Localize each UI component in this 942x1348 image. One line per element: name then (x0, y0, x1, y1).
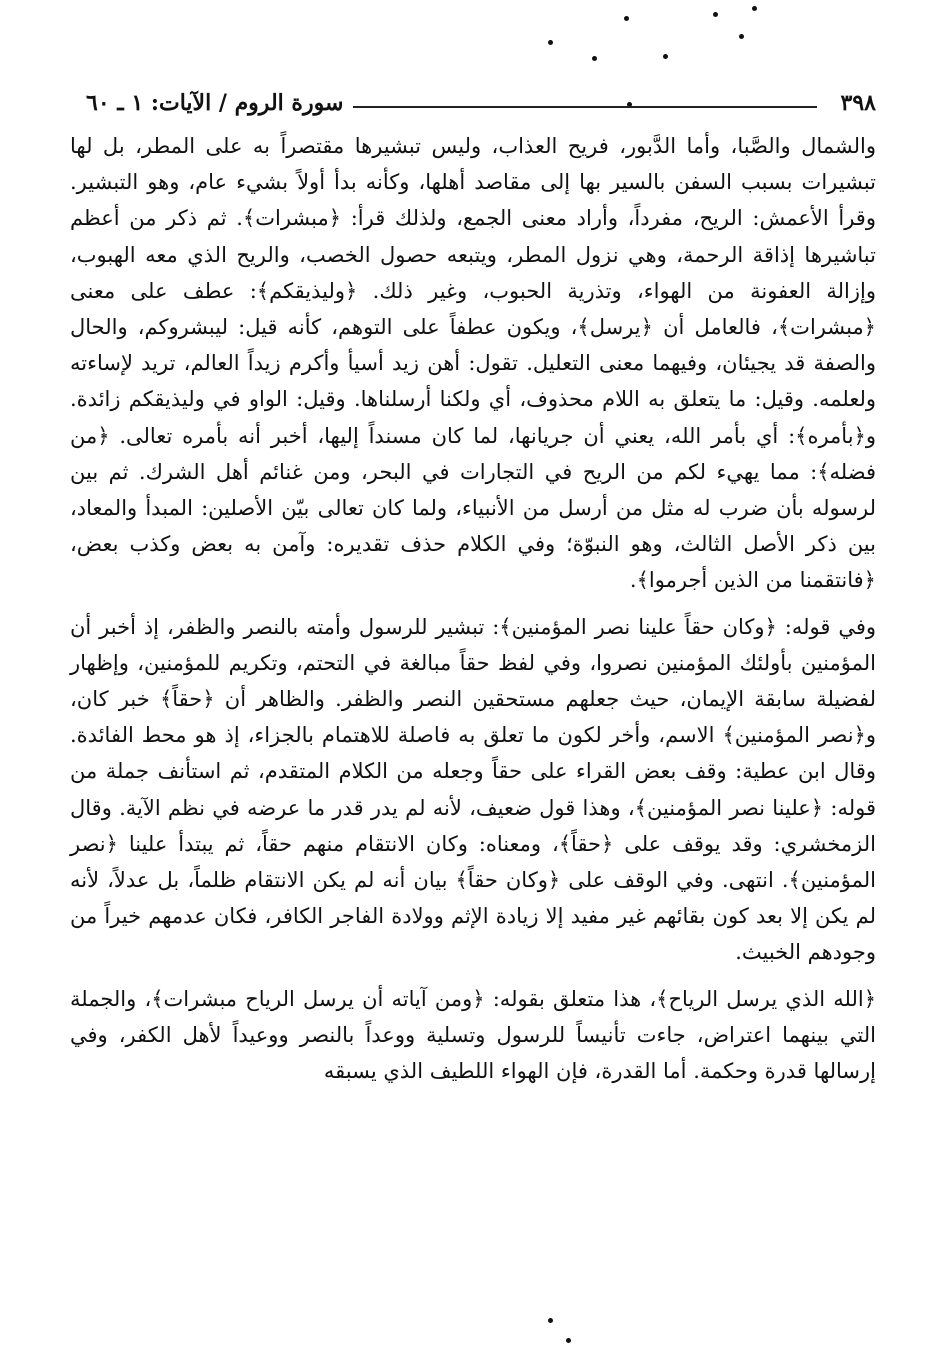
scan-speck (739, 34, 744, 39)
scan-speck (752, 6, 757, 11)
scan-speck (592, 56, 597, 61)
paragraph: وفي قوله: ﴿وكان حقاً علينا نصر المؤمنين﴾: تبشير للرسول وأمته بالنصر والظفر، إذ أخبر أن المؤمنين بأولئك المؤمنين نصروا، وفي لفظ حقاً مبالغة في التحتم، وتكريم للمؤمنين، وإظهار لفضيلة سابقة الإيمان، حيث جعلهم مستحقين النصر والظفر. والظاهر أن ﴿حقاً﴾ خبر كان، و﴿نصر المؤمنين﴾ الاسم، وأخر لكون ما تعلق به فاصلة للاهتمام بالجزاء، إذ هو محط الفائدة. وقال ابن عطية: وقف بعض القراء على حقاً وجعله من الكلام المتقدم، ثم استأنف جملة من قوله: ﴿علينا نصر المؤمنين﴾، وهذا قول ضعيف، لأنه لم يدر قدر ما عرضه في نظم الآية. وقال الزمخشري: وقد يوقف على ﴿حقاً﴾، ومعناه: وكان الانتقام منهم حقاً، ثم يبتدأ علينا ﴿نصر المؤمنين﴾. انتهى. وفي الوقف على ﴿وكان حقاً﴾ بيان أنه لم يكن الانتقام ظلماً، بل عدلاً، لأنه لم يكن إلا بعد كون بقائهم غير مفيد إلا زيادة الإثم وولادة الفاجر الكافر، فكان عدمهم خيراً من وجودهم الخبيث. (70, 614, 876, 965)
scan-speck (548, 40, 553, 45)
scan-speck (566, 1338, 571, 1343)
header-rule (353, 106, 816, 108)
paragraph: والشمال والصَّبا، وأما الدَّبور، فريح العذاب، وليس تبشيرها مقتصراً به على المطر، بل لها تبشيرات بسبب السفن بالسير بها إلى مقاصد أهلها، وكأنه بدأ أولاً بشيء عام، وهو التبشير. وقرأ الأعمش: الريح، مفرداً، وأراد معنى الجمع، ولذلك قرأ: ﴿مبشرات﴾. ثم ذكر من أعظم تباشيرها إذاقة الرحمة، وهي نزول المطر، ويتبعه حصول الخصب، والريح الذي معه الهبوب، وإزالة العفونة من الهواء، وتذرية الحبوب، وغير ذلك. ﴿وليذيقكم﴾: عطف على معنى ﴿مبشرات﴾، فالعامل أن ﴿يرسل﴾، ويكون عطفاً على التوهم، كأنه قيل: ليبشروكم، والحال والصفة قد يجيئان، وفيهما معنى التعليل. تقول: أهن زيد أسيأ وأكرم زيداً العالم، تريد لإساءته ولعلمه. وقيل: ما يتعلق به اللام محذوف، أي ولكنا أرسلناها. وقيل: الواو في وليذيقكم زائدة. و﴿بأمره﴾: أي بأمر الله، يعني أن جريانها، لما كان مسنداً إليها، أخبر أنه بأمره تعالى. ﴿من فضله﴾: مما يهيء لكم من الريح في التجارات في البحر، ومن غنائم أهل الشرك. ثم بين لرسوله بأن ضرب له مثل من أرسل من الأنبياء، ولما كان تعالى بيّن الأصلين: المبدأ والمعاد، بين ذكر الأصل الثالث، وهو النبوّة؛ وفي الكلام حذف تقديره: وآمن به بعض وكذب بعض، ﴿فانتقمنا من الذين أجرموا﴾. (70, 134, 876, 593)
page-header (86, 82, 876, 116)
scan-speck (713, 12, 718, 17)
running-title: سورة الروم / الآيات: ١ ـ ٦٠ (86, 90, 344, 116)
scan-speck (624, 16, 629, 21)
paragraph: ﴿الله الذي يرسل الرياح﴾، هذا متعلق بقوله: ﴿ومن آياته أن يرسل الرياح مبشرات﴾، والجملة التي بينهما اعتراض، جاءت تأنيساً للرسول وتسلية ووعداً بالنصر ووعيداً لأهل الكفر، وفي إرسالها قدرة وحكمة. أما القدرة، فإن الهواء اللطيف الذي يسبقه (70, 986, 876, 1084)
page-number: ٣٩٨ (840, 90, 876, 116)
scan-speck (663, 54, 668, 59)
body-text (70, 128, 876, 1089)
scan-speck (548, 1318, 553, 1323)
